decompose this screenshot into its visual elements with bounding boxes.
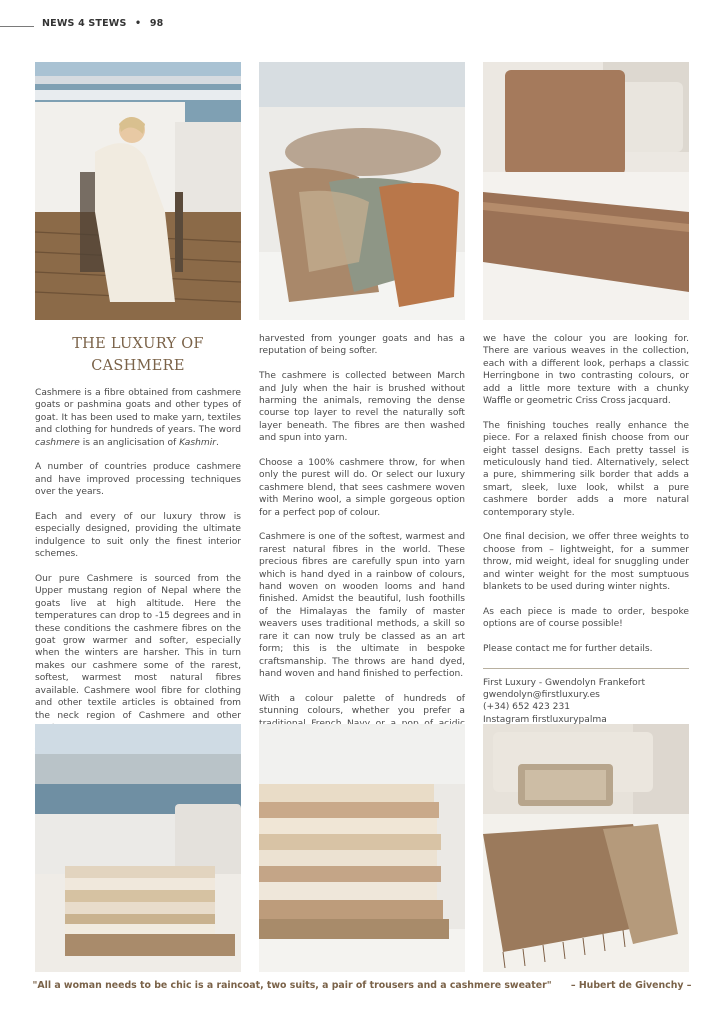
article-column-1: [35, 333, 241, 772]
col1-paragraph-3: Each and every of our luxury throw is especially designed, providing the ultimate indulgence to suit only the finest interior schemes.: [35, 512, 241, 560]
contact-phone: (+34) 652 423 231: [483, 702, 571, 713]
header-label: [42, 18, 163, 29]
photo-bed-with-throw: [483, 62, 689, 320]
header-separator: •: [135, 18, 142, 29]
quote-author: – Hubert de Givenchy –: [570, 980, 692, 991]
title-line-2: CASHMERE: [91, 358, 185, 374]
photo-folded-throws-stack: [259, 724, 465, 972]
contact-name: First Luxury - Gwendolyn Frankefort: [483, 677, 646, 688]
quote-text: "All a woman needs to be chic is a raincoat, two suits, a pair of trousers and a cashmere sweater": [32, 980, 552, 991]
col2-paragraph-2: The cashmere is collected between March and July when the hair is brushed without harming the animals, removing the dense course top layer to revel the naturally soft layer beneath. The fibres are then washed and spun into yarn.: [259, 371, 465, 444]
col3-paragraph-5: Please contact me for further details.: [483, 644, 653, 655]
col1-paragraph-2: A number of countries produce cashmere and have improved processing techniques over the years.: [35, 462, 241, 498]
photo-woman-on-yacht-deck: [35, 62, 241, 320]
magazine-name: NEWS 4 STEWS: [42, 18, 127, 29]
article-column-3: [483, 333, 689, 726]
col2-paragraph-1: harvested from younger goats and has a reputation of being softer.: [259, 334, 465, 357]
contact-divider: [483, 668, 689, 669]
throws-stack-illustration: [259, 724, 465, 972]
marina-throws-illustration: [35, 724, 241, 972]
bed-tassel-throw-illustration: [483, 724, 689, 972]
contact-email[interactable]: gwendolyn@firstluxury.es: [483, 690, 600, 701]
col1-paragraph-1: Cashmere is a fibre obtained from cashmere goats or pashmina goats and other types of goat. It has been used to make yarn, textiles and clothing for hundreds of years. The word cashmere is an anglicisation of Kashmir.: [35, 388, 241, 448]
photo-cushion-and-throws: [259, 62, 465, 320]
title-line-1: THE LUXURY OF: [72, 336, 204, 352]
col3-paragraph-1: we have the colour you are looking for. There are various weaves in the collection, each with a different look, perhaps a classic Herringbone in two contrasting colours, or add a little more texture with a chunky Waffle or geometric Criss Cross jacquard.: [483, 334, 689, 407]
col3-paragraph-3: One final decision, we offer three weights to choose from – lightweight, for a summer throw, mid weight, ideal for snuggling under and winter weight for the most sumptuous blankets to be used during winter nights.: [483, 532, 689, 593]
bed-throw-illustration: [483, 62, 689, 320]
header-rule: [0, 26, 34, 27]
contact-block: [483, 677, 689, 726]
photo-bed-with-tassel-throw: [483, 724, 689, 972]
yacht-deck-illustration: [35, 62, 241, 320]
article-column-2: [259, 333, 465, 755]
col1-paragraph-4: Our pure Cashmere is sourced from the Upper mustang region of Nepal where the goats live at high altitude. Here the temperatures can drop to -15 degrees and in these conditions the cashmere fibres on the goat grow warmer and softer, especially when the winters are harsher. This in turn makes our cashmere some of the rarest, softest, warmest most natural fibres available. Cashmere wool fibre for clothing and other textile articles is obtained from the neck region of Cashmere and other: [35, 574, 241, 721]
page-header: [0, 18, 724, 34]
photo-folded-throws-marina: [35, 724, 241, 972]
page-number: 98: [149, 18, 164, 29]
col2-paragraph-5: With a colour palette of hundreds of stunning colours, whether you prefer a: [259, 693, 465, 717]
col2-paragraph-3: Choose a 100% cashmere throw, for when only the purest will do. Or select our luxury cashmere blend, that sees cashmere woven with Merino wool, a simple gorgeous option for a perfect pop of colour.: [259, 458, 465, 518]
article-title: [35, 333, 241, 377]
col2-paragraph-4: Cashmere is one of the softest, warmest and rarest natural fibres in the world. These precious fibres are carefully spun into yarn which is hand dyed in a rainbow of colours, hand woven on wooden looms and hand finished. Amidst the beautiful, lush foothills of the Himalayas the family of master weavers uses traditional methods, a skill so rare it can now truly be classed as an art form; this is the ultimate in bespoke craftsmanship. The throws are hand dyed, hand woven and hand finished to perfection.: [259, 532, 465, 679]
contact-instagram: Instagram firstluxurypalma: [483, 714, 607, 725]
col3-paragraph-2: The finishing touches really enhance the piece. For a relaxed finish choose from our eight tassel designs. Each pretty tassel is meticulously hand tied. Alternatively, select a pure, shimmering silk border that adds a smart, sleek, luxe look, whilst a pure cashmere border adds a more natural contemporary style.: [483, 420, 689, 518]
cushion-throws-illustration: [259, 62, 465, 320]
col3-paragraph-4: As each piece is made to order, bespoke options are of course possible!: [483, 606, 689, 630]
footer-quote: [0, 980, 724, 991]
